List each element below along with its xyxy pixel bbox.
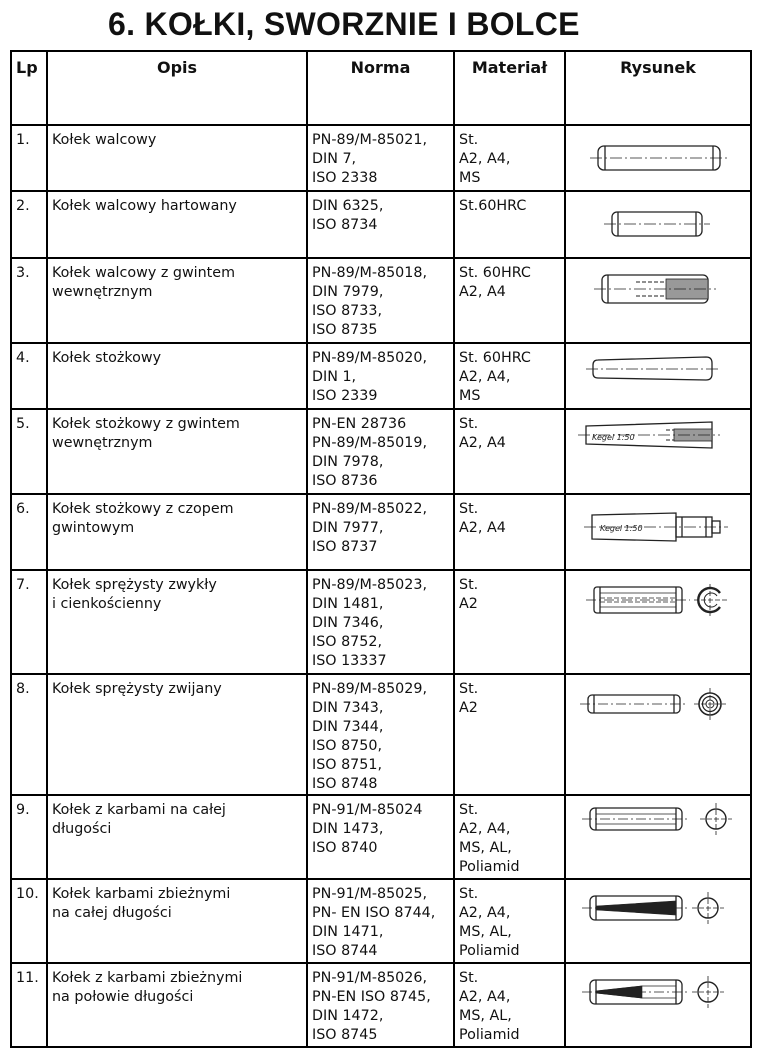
cell-lp (11, 125, 47, 191)
lp-text: 2. (16, 198, 30, 214)
cell-material (454, 258, 565, 343)
table-row (11, 494, 751, 570)
cell-opis (47, 795, 307, 879)
material-text: St. A2, A4 (459, 416, 506, 451)
table-row (11, 963, 751, 1047)
cell-rysunek (565, 191, 751, 258)
hardened-pin-drawing (566, 192, 750, 257)
cell-rysunek (565, 343, 751, 409)
cell-material (454, 191, 565, 258)
lp-text: 7. (16, 577, 30, 593)
cell-lp (11, 258, 47, 343)
header-lp: Lp (11, 51, 47, 125)
lp-text: 8. (16, 681, 30, 697)
norma-text: DIN 6325, ISO 8734 (312, 198, 384, 233)
cell-material (454, 570, 565, 674)
cell-opis (47, 879, 307, 963)
opis-text: Kołek sprężysty zwykły i cienkościenny (52, 577, 217, 612)
material-text: St.60HRC (459, 198, 527, 214)
taper-grooved-pin-half-drawing (566, 964, 750, 1046)
cell-rysunek (565, 795, 751, 879)
taper-label: Kegel 1:50 (592, 433, 635, 442)
material-text: St. 60HRC A2, A4 (459, 265, 531, 300)
lp-text: 1. (16, 132, 30, 148)
lp-text: 5. (16, 416, 30, 432)
cell-lp (11, 570, 47, 674)
header-rysunek: Rysunek (565, 51, 751, 125)
cell-rysunek (565, 409, 751, 494)
norma-text: PN-89/M-85022, DIN 7977, ISO 8737 (312, 501, 428, 555)
cell-opis (47, 125, 307, 191)
norma-text: PN-91/M-85025, PN- EN ISO 8744, DIN 1471, ISO 8744 (312, 886, 436, 959)
cell-opis (47, 191, 307, 258)
cell-norma (307, 570, 454, 674)
opis-text: Kołek z karbami na całej długości (52, 802, 226, 837)
cell-material (454, 125, 565, 191)
material-text: St. A2, A4, MS (459, 132, 511, 186)
table-row (11, 258, 751, 343)
threaded-cylindrical-pin-drawing (566, 259, 750, 342)
cell-norma (307, 191, 454, 258)
cell-norma (307, 258, 454, 343)
norma-text: PN-89/M-85029, DIN 7343, DIN 7344, ISO 8750, ISO 8751, ISO 8748 (312, 681, 428, 792)
pins-table (10, 50, 752, 1048)
cylindrical-pin-drawing (566, 126, 750, 190)
norma-text: PN-91/M-85024 DIN 1473, ISO 8740 (312, 802, 423, 856)
material-text: St. A2, A4, MS, AL, Poliamid (459, 886, 520, 959)
cell-lp (11, 343, 47, 409)
cell-norma (307, 409, 454, 494)
cell-opis (47, 570, 307, 674)
spring-pin-drawing (566, 571, 750, 673)
taper-label: Kegel 1:50 (600, 524, 643, 533)
cell-opis (47, 494, 307, 570)
norma-text: PN-EN 28736 PN-89/M-85019, DIN 7978, ISO 8736 (312, 416, 428, 489)
cell-rysunek (565, 125, 751, 191)
lp-text: 11. (16, 970, 39, 986)
opis-text: Kołek stożkowy z gwintem wewnętrznym (52, 416, 240, 451)
material-text: St. A2 (459, 577, 479, 612)
cell-rysunek (565, 570, 751, 674)
table-row (11, 343, 751, 409)
taper-pin-with-stud-drawing (566, 495, 750, 569)
cell-lp (11, 795, 47, 879)
lp-text: 4. (16, 350, 30, 366)
cell-rysunek (565, 674, 751, 795)
taper-grooved-pin-full-drawing (566, 880, 750, 962)
material-text: St. A2, A4 (459, 501, 506, 536)
table-row (11, 795, 751, 879)
cell-norma (307, 674, 454, 795)
cell-opis (47, 258, 307, 343)
lp-text: 10. (16, 886, 39, 902)
cell-opis (47, 963, 307, 1047)
material-text: St. A2, A4, MS, AL, Poliamid (459, 970, 520, 1043)
header-opis: Opis (47, 51, 307, 125)
cell-norma (307, 795, 454, 879)
table-row (11, 409, 751, 494)
threaded-taper-pin-drawing (566, 410, 750, 493)
lp-text: 3. (16, 265, 30, 281)
table-row (11, 191, 751, 258)
opis-text: Kołek stożkowy z czopem gwintowym (52, 501, 234, 536)
norma-text: PN-91/M-85026, PN-EN ISO 8745, DIN 1472, ISO 8745 (312, 970, 431, 1043)
grooved-pin-full-drawing (566, 796, 750, 878)
opis-text: Kołek walcowy (52, 132, 157, 148)
material-text: St. A2 (459, 681, 479, 716)
material-text: St. A2, A4, MS, AL, Poliamid (459, 802, 520, 875)
table-row (11, 570, 751, 674)
opis-text: Kołek walcowy hartowany (52, 198, 237, 214)
page-title: 6. KOŁKI, SWORZNIE I BOLCE (108, 6, 580, 42)
cell-opis (47, 409, 307, 494)
table-row (11, 674, 751, 795)
lp-text: 6. (16, 501, 30, 517)
cell-norma (307, 125, 454, 191)
opis-text: Kołek z karbami zbieżnymi na połowie długości (52, 970, 243, 1005)
header-material: Materiał (454, 51, 565, 125)
norma-text: PN-89/M-85021, DIN 7, ISO 2338 (312, 132, 428, 186)
cell-material (454, 963, 565, 1047)
cell-material (454, 409, 565, 494)
opis-text: Kołek stożkowy (52, 350, 162, 366)
table-row (11, 879, 751, 963)
header-norma: Norma (307, 51, 454, 125)
cell-rysunek (565, 879, 751, 963)
cell-lp (11, 674, 47, 795)
header-row (11, 51, 751, 125)
taper-pin-drawing (566, 344, 750, 408)
cell-lp (11, 191, 47, 258)
cell-opis (47, 674, 307, 795)
cell-material (454, 494, 565, 570)
cell-material (454, 879, 565, 963)
table-row (11, 125, 751, 191)
opis-text: Kołek sprężysty zwijany (52, 681, 222, 697)
cell-norma (307, 879, 454, 963)
coiled-spring-pin-drawing (566, 675, 750, 794)
cell-material (454, 674, 565, 795)
opis-text: Kołek walcowy z gwintem wewnętrznym (52, 265, 236, 300)
cell-lp (11, 494, 47, 570)
cell-lp (11, 409, 47, 494)
cell-lp (11, 963, 47, 1047)
material-text: St. 60HRC A2, A4, MS (459, 350, 531, 404)
cell-opis (47, 343, 307, 409)
cell-norma (307, 963, 454, 1047)
cell-material (454, 343, 565, 409)
cell-rysunek (565, 494, 751, 570)
cell-lp (11, 879, 47, 963)
norma-text: PN-89/M-85018, DIN 7979, ISO 8733, ISO 8735 (312, 265, 428, 338)
cell-rysunek (565, 963, 751, 1047)
norma-text: PN-89/M-85020, DIN 1, ISO 2339 (312, 350, 428, 404)
norma-text: PN-89/M-85023, DIN 1481, DIN 7346, ISO 8752, ISO 13337 (312, 577, 428, 669)
cell-material (454, 795, 565, 879)
cell-norma (307, 494, 454, 570)
lp-text: 9. (16, 802, 30, 818)
cell-norma (307, 343, 454, 409)
opis-text: Kołek karbami zbieżnymi na całej długości (52, 886, 231, 921)
cell-rysunek (565, 258, 751, 343)
